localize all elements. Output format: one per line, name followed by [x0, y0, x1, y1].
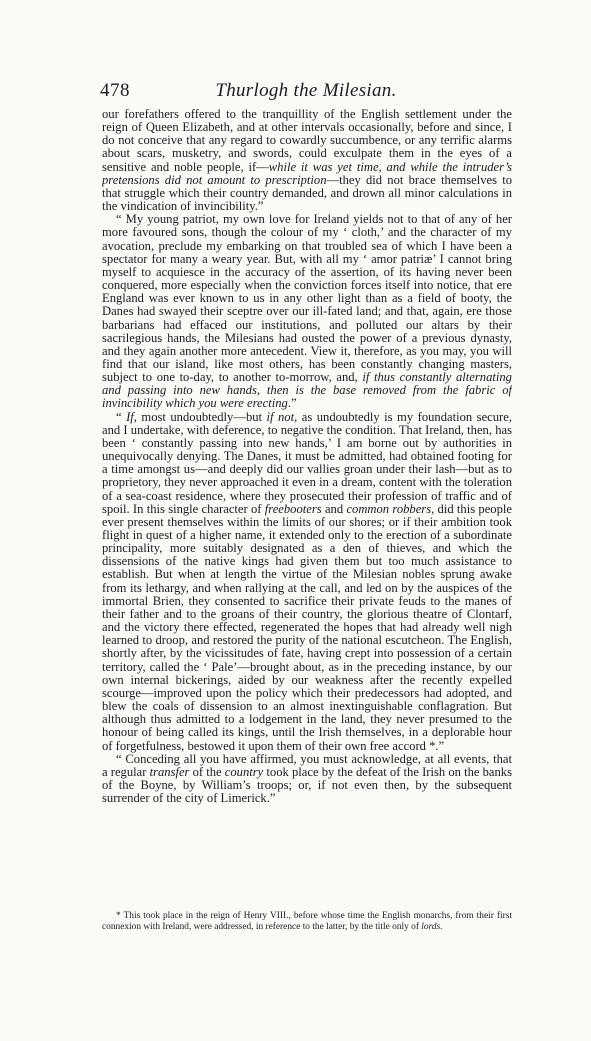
text-run: “ — [116, 409, 127, 424]
italic-run: while it was yet time, and while the intruder’s pretensions did not amount to prescription — [102, 159, 512, 187]
italic-run: common robbers, — [346, 501, 435, 516]
footnote-text — [102, 911, 512, 933]
paragraph-3 — [102, 411, 512, 753]
paragraph-4 — [102, 753, 512, 806]
text-run: —they did not brace themselves to that struggle which their country demanded, and drown all minor calculations in the vindication of invincibility.” — [102, 172, 512, 214]
text-run: “ My young patriot, my own love for Ireland yields not to that of any of her more favoured sons, though the colour of my ‘ cloth,’ and the character of my avocation, preclude my embarking on that troubled sea of which I have been a spectator for many a weary year. But, with all my ‘ amor patriæ’ I cannot bring myself to acquiesce in the accuracy of the assertion, of its having never been conquered, more especially when the conviction forces itself into notice, that ere England was ever known to us in any other light than as a field of booty, the Danes had swayed their sceptre over our ill-fated land; and that, again, ere those barbarians had effaced our institutions, and polluted our altars by their sacrilegious hands, the Milesians had ousted the power of a previous dynasty, and they again another more antecedent. View it, therefore, as you may, you will find that our island, like most others, has been constantly changing masters, subject to one to-day, to another to-morrow, and, — [102, 212, 512, 385]
text-run: as undoubtedly is my foundation secure, and I undertake, with deference, to negative the condition. That Ireland, then, has been ‘ constantly passing into new hands,’ I am borne out by authorities in unequivocally denying. The Danes, it must be admitted, had obtained footing for a time amongst us—and deeply did our vallies groan under their lash—but as to proprietory, they never approached it even in a dream, content with the toleration of a sea-coast residence, where they prosecuted their profession of traffic and of spoil. In this single character of — [102, 409, 512, 516]
text-run: took place by the defeat of the Irish on the banks of the Boyne, by William’s troops; or, if not even then, by the subsequent surrender of the city of Limerick.” — [102, 764, 512, 806]
italic-run: If, — [126, 409, 137, 424]
text-run: did this people ever present themselves within the limits of our shores; or if their ambition took flight in quest of a higher name, it extended only to the erection of a subordinate principality, more suitably designated as a den of thieves, and which the dissensions of the native kings had given them but too much assistance to establish. But when at length the virtue of the Milesian nobles sprung awake from its lethargy, and when rallying at the call, and led on by the auspices of the immortal Brien, they consented to sacrifice their private feuds to the manes of their father and to the groans of their country, the glorious theatre of Clontarf, and the victory there effected, regenerated the hopes that had already well nigh learned to droop, and restored the purity of the national escutcheon. The English, shortly after, by the vicissitudes of fate, having crept into possession of a certain territory, called the ‘ Pale’—brought about, as in the preceding instance, by our own internal bickerings, aided by our weakness after the recently expelled scourge—improved upon the policy which their predecessors had adopted, and blew the coals of dissension to an almost inextinguishable conflagration. But although thus admitted to a lodgement in the land, they never presumed to the honour of being called its kings, until the Irish themselves, in a deplorable hour of forgetfulness, bestowed it upon them of their own free accord *.” — [102, 501, 512, 753]
italic-run: transfer — [149, 764, 190, 779]
text-run: of the — [189, 764, 225, 779]
body-text — [102, 108, 512, 898]
italic-run: country — [224, 764, 264, 779]
paragraph-2 — [102, 213, 512, 410]
running-title: Thurlogh the Milesian. — [215, 80, 397, 101]
page-header — [100, 80, 512, 106]
text-run: most undoubtedly—but — [136, 409, 267, 424]
text-run: .” — [287, 396, 297, 411]
text-run: our forefathers offered to the tranquillity of the English settlement under the reign of Queen Elizabeth, and at other intervals occasionally, before and since, I do not conceive that any regard to cowardly succumbence, or any terrific alarms about scars, musketry, and swords, could exculpate them in the eyes of a sensitive and noble people, if— — [102, 108, 512, 174]
footnote — [102, 911, 512, 959]
text-run: * This took place in the reign of Henry VIII., before whose time the English monarchs, from their first connexion with Ireland, were addressed, in reference to the latter, by the title only of — [102, 911, 512, 933]
page-number: 478 — [100, 80, 130, 101]
italic-run: lords. — [421, 922, 443, 933]
italic-run: if not, — [266, 409, 298, 424]
text-run: “ Conceding all you have affirmed, you must acknowledge, at all events, that a regular — [102, 751, 512, 779]
text-run: and — [321, 501, 347, 516]
italic-run: freebooters — [264, 501, 322, 516]
italic-run: if thus constantly alternating and passing into new hands, then is the base removed from the fabric of invincibility which you were erecting — [102, 370, 512, 411]
paragraph-1 — [102, 108, 512, 213]
